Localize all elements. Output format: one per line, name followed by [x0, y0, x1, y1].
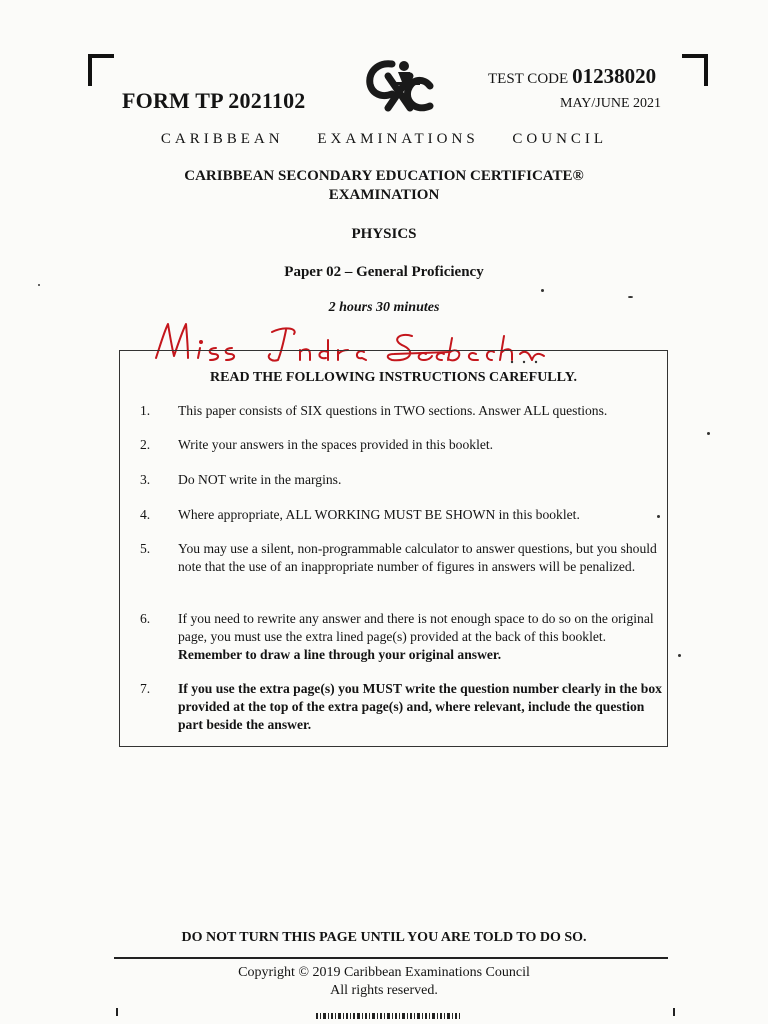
exam-duration: 2 hours 30 minutes	[328, 300, 440, 315]
instruction-text: Do NOT write in the margins.	[178, 472, 342, 487]
instruction-number: 5.	[140, 541, 151, 556]
scan-speck	[657, 515, 660, 518]
scan-speck	[707, 432, 710, 435]
scan-speck	[541, 289, 544, 292]
certificate-subtitle: EXAMINATION	[328, 187, 440, 203]
subject-title: PHYSICS	[351, 226, 417, 242]
copyright-notice: Copyright © 2019 Caribbean Examinations Council	[238, 965, 530, 980]
council-name: CARIBBEAN EXAMINATIONS COUNCIL	[160, 131, 608, 147]
instruction-text: Where appropriate, ALL WORKING MUST BE SHOWN in this booklet.	[178, 507, 580, 522]
exam-session: MAY/JUNE 2021	[560, 96, 661, 111]
edge-tick-left	[116, 1008, 118, 1016]
scan-speck	[678, 654, 681, 657]
do-not-turn-warning: DO NOT TURN THIS PAGE UNTIL YOU ARE TOLD TO DO SO.	[181, 930, 587, 945]
test-code	[488, 64, 656, 89]
scan-speck	[38, 284, 40, 286]
test-code-number: 01238020	[572, 64, 657, 88]
crop-mark-top-right	[682, 54, 708, 86]
paper-title: Paper 02 – General Proficiency	[284, 264, 484, 280]
instruction-number: 7.	[140, 681, 151, 696]
instruction-text: This paper consists of SIX questions in TWO sections. Answer ALL questions.	[178, 403, 608, 418]
form-number: FORM TP 2021102	[122, 88, 306, 113]
edge-tick-right	[673, 1008, 675, 1016]
instruction-number: 6.	[140, 611, 151, 626]
cxc-logo-icon	[358, 56, 434, 116]
certificate-title: CARIBBEAN SECONDARY EDUCATION CERTIFICATE®	[184, 168, 584, 184]
rights-notice: All rights reserved.	[330, 983, 438, 998]
instruction-number: 3.	[140, 472, 151, 487]
test-code-label: TEST CODE	[488, 71, 569, 87]
instruction-text: If you use the extra page(s) you MUST write the question number clearly in the box provided at the top of the extra page(s) and, where relevant, include the question part beside the answer.	[178, 681, 662, 732]
scan-speck	[628, 296, 633, 298]
instruction-text: Write your answers in the spaces provided in this booklet.	[178, 437, 494, 452]
barcode	[316, 1013, 460, 1019]
instruction-text: If you need to rewrite any answer and there is not enough space to do so on the original page, you must use the extra lined page(s) provided at the back of this booklet. Remember to draw a line through your original answer.	[178, 611, 654, 662]
instructions-heading: READ THE FOLLOWING INSTRUCTIONS CAREFULLY.	[209, 370, 578, 385]
crop-mark-top-left	[88, 54, 114, 86]
footer-divider	[114, 957, 668, 959]
instruction-number: 2.	[140, 437, 151, 452]
instruction-text: You may use a silent, non-programmable calculator to answer questions, but you should note that the use of an inappropriate number of figures in answers will be penalized.	[178, 541, 657, 574]
instruction-number: 1.	[140, 403, 151, 418]
instruction-number: 4.	[140, 507, 151, 522]
